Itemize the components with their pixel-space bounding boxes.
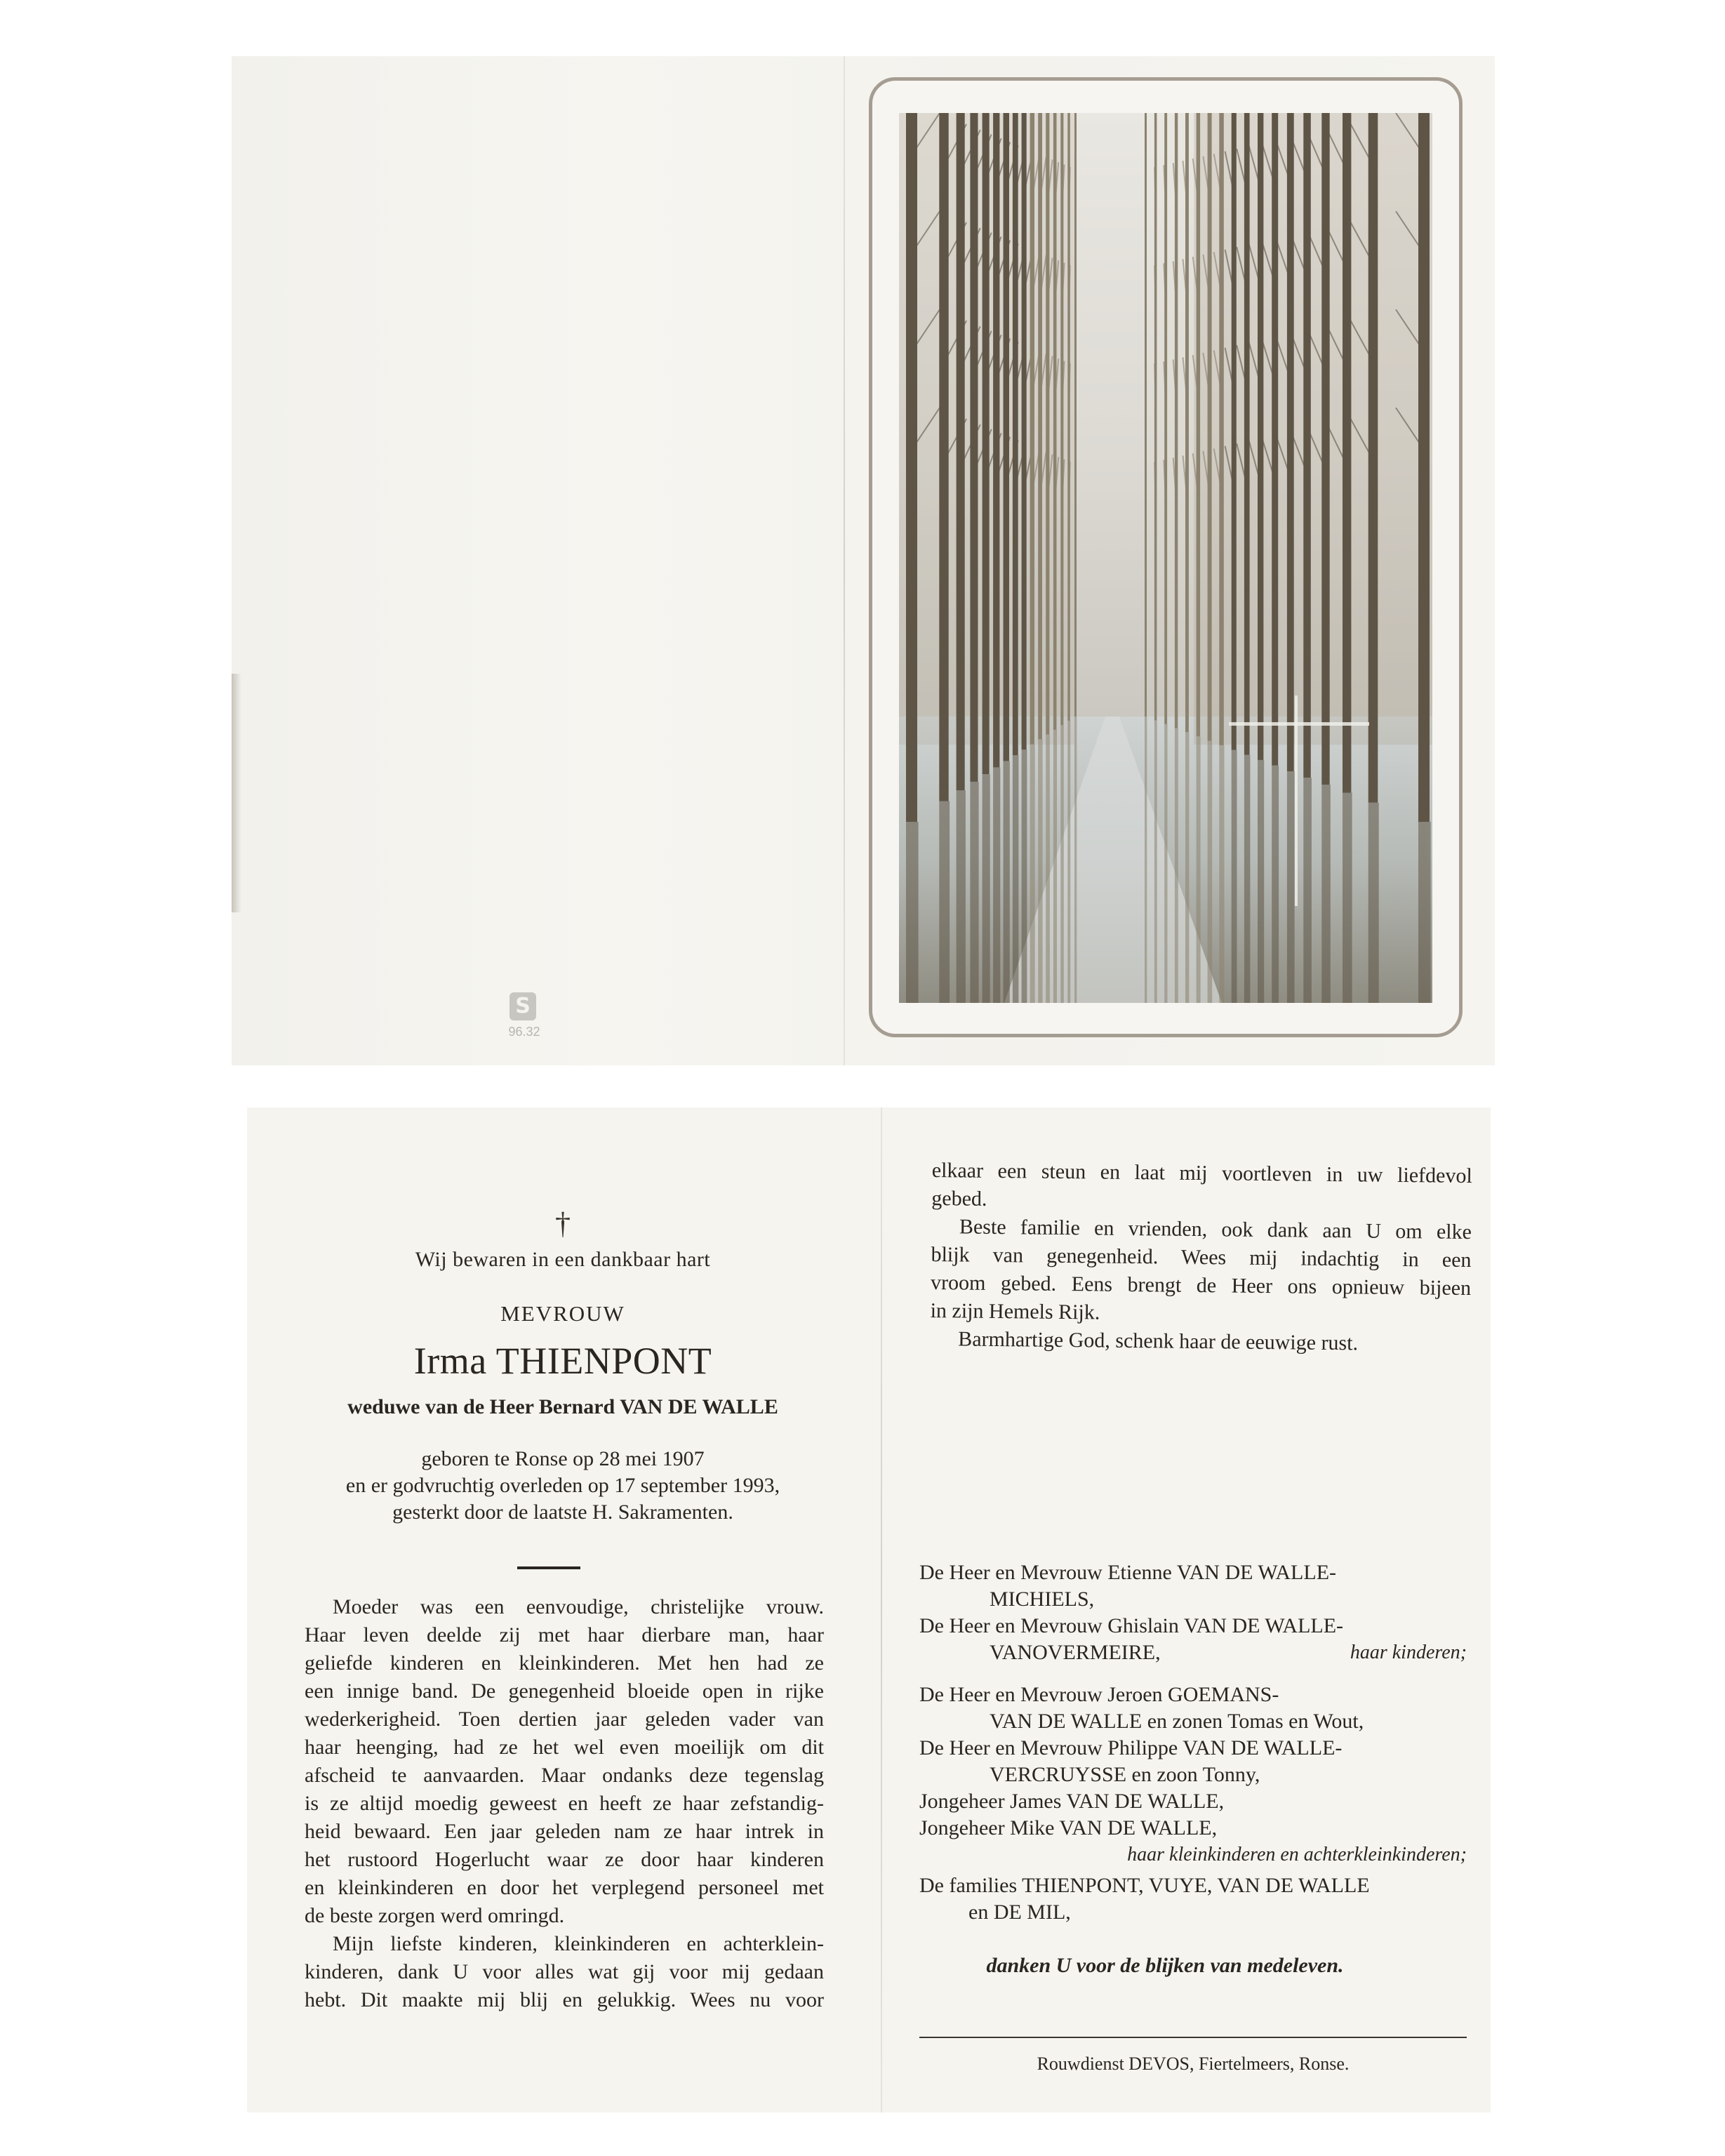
bio-line: het rustoord Hogerlucht waar ze door haar kinderen bbox=[305, 1848, 824, 1871]
family-line: VAN DE WALLE en zonen Tomas en Wout, bbox=[990, 1710, 1364, 1733]
tree-trunk bbox=[1232, 113, 1237, 750]
trunk-reflection bbox=[1013, 755, 1019, 1003]
tree-trunk bbox=[970, 113, 978, 782]
family-line: De families THIENPONT, VUYE, VAN DE WALLE bbox=[919, 1874, 1370, 1897]
tree-trunk bbox=[983, 113, 990, 774]
tree-trunk bbox=[1343, 113, 1351, 793]
letter-continuation bbox=[930, 1157, 1472, 1359]
trunk-reflection bbox=[1175, 728, 1178, 1004]
tree-trunk bbox=[1368, 113, 1378, 803]
role-label: haar kinderen; bbox=[1350, 1642, 1467, 1663]
message-line: in zijn Hemels Rijk. bbox=[930, 1298, 1100, 1324]
prayer-line: Barmhartige God, schenk haar de eeuwige rust. bbox=[958, 1327, 1359, 1355]
bio-line: haar heenging, had ze het wel even moeilijk om dit bbox=[305, 1736, 824, 1759]
trunk-reflection bbox=[1046, 735, 1050, 1004]
tree-trunk bbox=[1053, 113, 1057, 730]
tree-trunk bbox=[1208, 113, 1212, 741]
bio-line: afscheid te aanvaarden. Maar ondanks deze tegenslag bbox=[305, 1764, 824, 1787]
family-line: VERCRUYSSE en zoon Tonny, bbox=[990, 1763, 1260, 1786]
family-line: De Heer en Mevrouw Philippe VAN DE WALLE- bbox=[919, 1736, 1343, 1759]
trunk-reflection bbox=[1219, 745, 1224, 1003]
bio-line: en kleinkinderen en door het verplegend personeel met bbox=[305, 1876, 824, 1899]
photo-illustration bbox=[899, 113, 1432, 1003]
letter-line: gebed. bbox=[931, 1186, 987, 1211]
tree-shape bbox=[1194, 113, 1432, 745]
trunk-reflection bbox=[970, 782, 978, 1003]
trunk-reflection bbox=[1038, 739, 1042, 1003]
trunk-reflection bbox=[1022, 750, 1027, 1003]
tree-trunk bbox=[1004, 113, 1010, 761]
trunk-reflection bbox=[1321, 785, 1331, 1003]
publisher-logo: S bbox=[509, 992, 536, 1020]
fold-line bbox=[844, 56, 845, 1065]
tree-trunk bbox=[1244, 113, 1250, 755]
trunk-reflection bbox=[1164, 724, 1167, 1003]
trunk-reflection bbox=[1060, 725, 1064, 1003]
trunk-reflection bbox=[906, 822, 919, 1003]
tree-trunk bbox=[1321, 113, 1329, 785]
tree-trunk bbox=[957, 113, 965, 790]
message-line: Beste familie en vrienden, ook dank aan U om elke bbox=[959, 1215, 1472, 1244]
trunk-reflection bbox=[1004, 761, 1010, 1003]
tree-trunk bbox=[1197, 113, 1201, 736]
bio-line: is ze altijd moedig geweest en heeft ze haar zefstandig- bbox=[305, 1792, 824, 1815]
trunk-reflection bbox=[1197, 736, 1201, 1003]
honorific: MEVROUW bbox=[500, 1301, 625, 1326]
family-line-with-role bbox=[919, 1639, 1467, 1666]
tree-trunk bbox=[993, 113, 999, 767]
card-inside bbox=[247, 1107, 1491, 2112]
bio-line: Moeder was een eenvoudige, christelijke vrouw. bbox=[333, 1595, 824, 1618]
divider bbox=[517, 1566, 580, 1569]
family-line: VANOVERMEIRE, bbox=[990, 1641, 1161, 1664]
birth-line: geboren te Ronse op 28 mei 1907 bbox=[421, 1447, 705, 1470]
undertaker-credit: Rouwdienst DEVOS, Fiertelmeers, Ronse. bbox=[1037, 2054, 1350, 2074]
family-line: Jongeheer Mike VAN DE WALLE, bbox=[919, 1816, 1218, 1839]
bio-line: heid bewaard. Een jaar geleden nam ze haar intrek in bbox=[305, 1820, 824, 1843]
trunk-reflection bbox=[1030, 745, 1035, 1003]
tree-trunk bbox=[1038, 113, 1042, 739]
tree-trunk bbox=[1219, 113, 1224, 745]
trunk-reflection bbox=[1287, 771, 1295, 1003]
letter-line: elkaar een steun en laat mij voortleven in uw liefdevol bbox=[931, 1158, 1472, 1188]
tree-trunk bbox=[1418, 113, 1430, 822]
trunk-reflection bbox=[957, 790, 966, 1003]
trunk-reflection bbox=[1258, 760, 1264, 1003]
life-dates bbox=[247, 1446, 879, 1526]
trunk-reflection bbox=[1154, 720, 1157, 1003]
death-line: en er godvruchtig overleden op 17 september 1993, bbox=[345, 1474, 780, 1497]
tree-trunk bbox=[1030, 113, 1034, 745]
trunk-reflection bbox=[1053, 730, 1057, 1003]
family-line: MICHIELS, bbox=[990, 1588, 1095, 1611]
card-outside bbox=[232, 56, 1495, 1065]
role-label: haar kleinkinderen en achterkleinkinderen; bbox=[1127, 1844, 1467, 1865]
tree-trunk bbox=[939, 113, 948, 801]
tree-trunk bbox=[1185, 113, 1189, 732]
divider bbox=[919, 2037, 1467, 2038]
biography bbox=[305, 1593, 824, 2014]
tree-trunk bbox=[1013, 113, 1018, 755]
family-line: De Heer en Mevrouw Jeroen GOEMANS- bbox=[919, 1683, 1279, 1706]
letter-line: Mijn liefste kinderen, kleinkinderen en achterklein- bbox=[333, 1932, 824, 1955]
tree-trunk bbox=[1022, 113, 1027, 750]
trunk-reflection bbox=[1244, 755, 1251, 1003]
trunk-reflection bbox=[1303, 778, 1312, 1003]
letter-line: hebt. Dit maakte mij blij en gelukkig. Wees nu voor bbox=[305, 1988, 824, 2011]
tree-trunk bbox=[1303, 113, 1311, 778]
trunk-reflection bbox=[1368, 803, 1379, 1003]
bio-line: wederkerigheid. Toen dertien jaar geleden vader van bbox=[305, 1708, 824, 1731]
trunk-reflection bbox=[1343, 793, 1352, 1004]
card-edge-shadow bbox=[232, 674, 241, 912]
bio-line: Haar leven deelde zij met haar dierbare man, haar bbox=[305, 1623, 824, 1646]
family-line: Jongeheer James VAN DE WALLE, bbox=[919, 1790, 1225, 1813]
trunk-reflection bbox=[1272, 766, 1279, 1003]
tree-trunk bbox=[1258, 113, 1263, 760]
tree-trunk bbox=[906, 113, 917, 822]
family-line: De Heer en Mevrouw Etienne VAN DE WALLE- bbox=[919, 1561, 1337, 1584]
bio-line: geliefde kinderen en kleinkinderen. Met hen had ze bbox=[305, 1651, 824, 1675]
letter-line: kinderen, dank U voor alles wat gij voor mij gedaan bbox=[305, 1960, 824, 1983]
trunk-reflection bbox=[1145, 717, 1147, 1003]
grandchildren-list bbox=[919, 1682, 1467, 1868]
fold-line bbox=[881, 1107, 882, 2112]
trunk-reflection bbox=[1074, 717, 1077, 1003]
cross-icon: † bbox=[555, 1206, 571, 1241]
bio-line: de beste zorgen werd omringd. bbox=[305, 1904, 565, 1927]
publisher-code: 96.32 bbox=[508, 1025, 540, 1039]
spouse-line: weduwe van de Heer Bernard VAN DE WALLE bbox=[347, 1395, 778, 1418]
trunk-reflection bbox=[1185, 732, 1189, 1003]
tree-trunk bbox=[1175, 113, 1178, 728]
bio-line: een innige band. De genegenheid bloeide open in rijke bbox=[305, 1679, 824, 1703]
tree-trunk bbox=[1046, 113, 1049, 735]
family-line: De Heer en Mevrouw Ghislain VAN DE WALLE- bbox=[919, 1614, 1344, 1637]
message-line: vroom gebed. Eens brengt de Heer ons opnieuw bijeen bbox=[930, 1270, 1472, 1300]
closing-thanks: danken U voor de blijken van medeleven. bbox=[986, 1954, 1344, 1977]
intro-line: Wij bewaren in een dankbaar hart bbox=[415, 1248, 711, 1271]
left-page bbox=[247, 1107, 879, 2112]
trunk-reflection bbox=[1418, 822, 1431, 1003]
photo-frame bbox=[869, 77, 1463, 1037]
trunk-reflection bbox=[939, 801, 950, 1004]
right-page bbox=[883, 1107, 1491, 2112]
trunk-reflection bbox=[993, 767, 1000, 1003]
family-line: en DE MIL, bbox=[968, 1901, 1071, 1924]
flooded-poplar-avenue-photo bbox=[899, 113, 1432, 1003]
trunk-reflection bbox=[1232, 750, 1237, 1003]
sacraments-line: gesterkt door de laatste H. Sakramenten. bbox=[392, 1500, 733, 1524]
message-line: blijk van genegenheid. Wees mij indachtig in een bbox=[931, 1242, 1472, 1272]
tree-trunk bbox=[1287, 113, 1294, 771]
trunk-reflection bbox=[983, 774, 990, 1003]
families-list bbox=[919, 1872, 1467, 1926]
trunk-reflection bbox=[1067, 721, 1070, 1003]
tree-trunk bbox=[1272, 113, 1278, 766]
deceased-name: Irma THIENPONT bbox=[413, 1340, 712, 1382]
trunk-reflection bbox=[1208, 741, 1213, 1004]
children-list bbox=[919, 1559, 1467, 1666]
